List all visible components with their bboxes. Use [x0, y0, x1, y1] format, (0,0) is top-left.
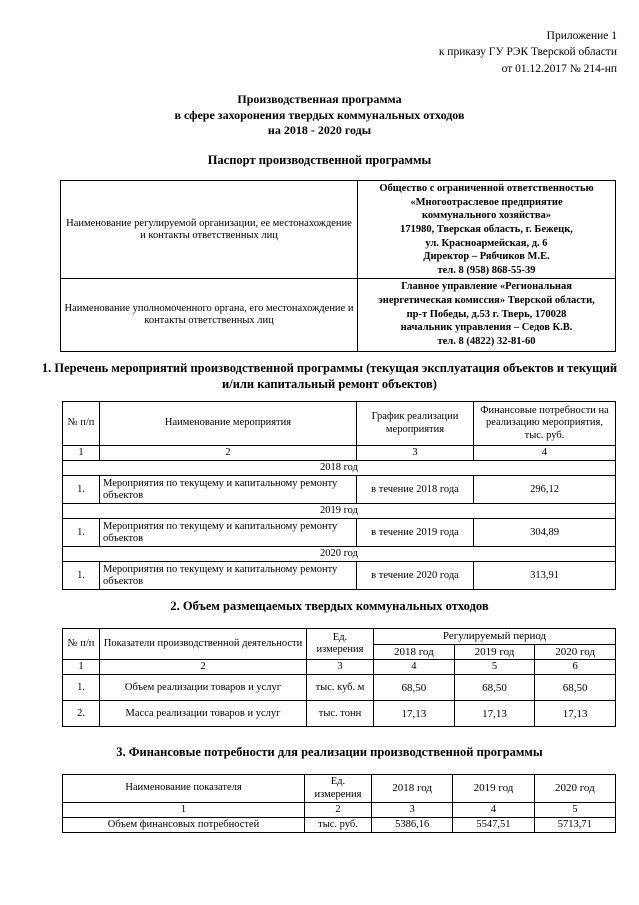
column-number: 5	[454, 660, 535, 675]
section-3-title: 3. Финансовые потребности для реализации производственной программы	[116, 745, 543, 759]
title-line-3: на 2018 - 2020 годы	[267, 123, 372, 138]
column-number: 2	[305, 803, 372, 818]
year-label: 2020 год	[63, 547, 616, 562]
indicator-unit: тыс. тонн	[307, 701, 374, 727]
authority-line: энергетическая комиссия» Тверской области,	[378, 295, 595, 307]
table-header-row	[63, 775, 616, 803]
organization-line: ул. Красноармейская, д. 6	[425, 237, 548, 249]
indicator-unit: тыс. руб.	[305, 818, 372, 833]
column-number: 4	[474, 446, 616, 461]
table-row	[63, 476, 616, 504]
authority-line: тел. 8 (4822) 32-81-60	[437, 336, 536, 348]
organization-line: тел. 8 (958) 868-55-39	[437, 264, 536, 276]
indicator-value: 17,13	[374, 701, 455, 727]
indicator-value: 5713,71	[534, 818, 615, 833]
column-number: 1	[63, 446, 100, 461]
year-row	[63, 461, 616, 476]
table-header-row	[63, 629, 616, 645]
section-2-table	[62, 628, 616, 727]
table-header-row	[63, 402, 616, 446]
indicator-unit: тыс. куб. м	[307, 675, 374, 701]
row-number: 1.	[63, 476, 100, 504]
column-number: 3	[372, 803, 453, 818]
column-number: 6	[535, 660, 616, 675]
column-header: № п/п	[63, 629, 100, 660]
activity-schedule: в течение 2020 года	[357, 562, 474, 590]
row-number: 1.	[63, 675, 100, 701]
column-header: Наименование показателя	[63, 775, 305, 803]
indicator-name: Объем реализации товаров и услуг	[100, 675, 307, 701]
activity-name: Мероприятия по текущему и капитальному ремонту объектов	[100, 519, 357, 547]
activity-amount: 313,91	[474, 562, 616, 590]
table-row	[63, 562, 616, 590]
year-header: 2020 год	[535, 644, 616, 660]
table-row	[61, 279, 616, 352]
year-header: 2019 год	[454, 644, 535, 660]
column-number: 2	[100, 660, 307, 675]
authority-label: Наименование уполномоченного органа, его местонахождение и контакты ответственных лиц	[61, 279, 358, 352]
column-number-row	[63, 660, 616, 675]
year-label: 2019 год	[63, 504, 616, 519]
section-2-title: 2. Объем размещаемых твердых коммунальных отходов	[170, 599, 489, 613]
organization-line: «Многоотраслевое предприятие	[410, 196, 563, 208]
indicator-value: 5386,16	[372, 818, 453, 833]
column-number: 1	[63, 660, 100, 675]
appendix-header	[439, 28, 617, 77]
column-header: Ед. измерения	[307, 629, 374, 660]
indicator-name: Объем финансовых потребностей	[63, 818, 305, 833]
year-header: 2019 год	[453, 775, 534, 803]
row-number: 1.	[63, 519, 100, 547]
activity-schedule: в течение 2019 года	[357, 519, 474, 547]
indicator-value: 68,50	[535, 675, 616, 701]
table-row	[61, 181, 616, 279]
year-header: 2020 год	[534, 775, 615, 803]
organization-line: 171980, Тверская область, г. Бежецк,	[400, 223, 573, 235]
year-header: 2018 год	[374, 644, 455, 660]
column-number: 1	[63, 803, 305, 818]
column-number: 3	[307, 660, 374, 675]
indicator-value: 68,50	[454, 675, 535, 701]
document-title	[0, 92, 639, 139]
activity-schedule: в течение 2018 года	[357, 476, 474, 504]
authority-line: пр-т Победы, д.53 г. Тверь, 170028	[406, 308, 567, 320]
table-row	[63, 519, 616, 547]
table-row	[63, 701, 616, 727]
column-header: Показатели производственной деятельности	[100, 629, 307, 660]
section-3-table	[62, 774, 616, 833]
passport-table	[60, 180, 616, 352]
period-header: Регулируемый период	[374, 629, 616, 645]
title-line-2: в сфере захоронения твердых коммунальных отходов	[174, 107, 465, 122]
activity-name: Мероприятия по текущему и капитальному ремонту объектов	[100, 476, 357, 504]
authority-line: Главное управление «Региональная	[401, 281, 572, 293]
title-line-1: Производственная программа	[237, 92, 402, 106]
organization-line: коммунального хозяйства»	[421, 210, 552, 222]
row-number: 1.	[63, 562, 100, 590]
indicator-value: 5547,51	[453, 818, 534, 833]
column-number-row	[63, 446, 616, 461]
row-number: 2.	[63, 701, 100, 727]
column-header: График реализации мероприятия	[357, 402, 474, 446]
column-header: Наименование мероприятия	[100, 402, 357, 446]
section-1-table	[62, 401, 616, 590]
column-number: 4	[453, 803, 534, 818]
column-header: Ед. измерения	[305, 775, 372, 803]
authority-details	[358, 279, 616, 352]
organization-line: Общество с ограниченной ответственностью	[379, 183, 594, 194]
indicator-name: Масса реализации товаров и услуг	[100, 701, 307, 727]
activity-name: Мероприятия по текущему и капитальному ремонту объектов	[100, 562, 357, 590]
appendix-line-1: Приложение 1	[546, 30, 617, 42]
indicator-value: 17,13	[535, 701, 616, 727]
organization-details	[358, 181, 616, 279]
column-header: Финансовые потребности на реализацию мероприятия, тыс. руб.	[474, 402, 616, 446]
passport-title: Паспорт производственной программы	[207, 153, 432, 167]
indicator-value: 68,50	[374, 675, 455, 701]
authority-line: начальник управления – Седов К.В.	[400, 322, 573, 334]
year-row	[63, 547, 616, 562]
section-1-title: 1. Перечень мероприятий производственной программы (текущая эксплуатация объектов и текущий и/или капитальный ремонт объектов)	[41, 361, 618, 392]
table-row	[63, 675, 616, 701]
column-header: № п/п	[63, 402, 100, 446]
organization-label: Наименование регулируемой организации, ее местонахождение и контакты ответственных лиц	[61, 181, 358, 279]
year-header: 2018 год	[372, 775, 453, 803]
column-number: 3	[357, 446, 474, 461]
appendix-line-3: от 01.12.2017 № 214-нп	[501, 62, 617, 75]
table-row	[63, 818, 616, 833]
column-number: 2	[100, 446, 357, 461]
indicator-value: 17,13	[454, 701, 535, 727]
column-number-row	[63, 803, 616, 818]
appendix-line-2: к приказу ГУ РЭК Тверской области	[438, 46, 617, 59]
year-label: 2018 год	[63, 461, 616, 476]
activity-amount: 296,12	[474, 476, 616, 504]
column-number: 4	[374, 660, 455, 675]
year-row	[63, 504, 616, 519]
column-number: 5	[534, 803, 615, 818]
organization-line: Директор – Рябчиков М.Е.	[423, 251, 550, 263]
activity-amount: 304,89	[474, 519, 616, 547]
